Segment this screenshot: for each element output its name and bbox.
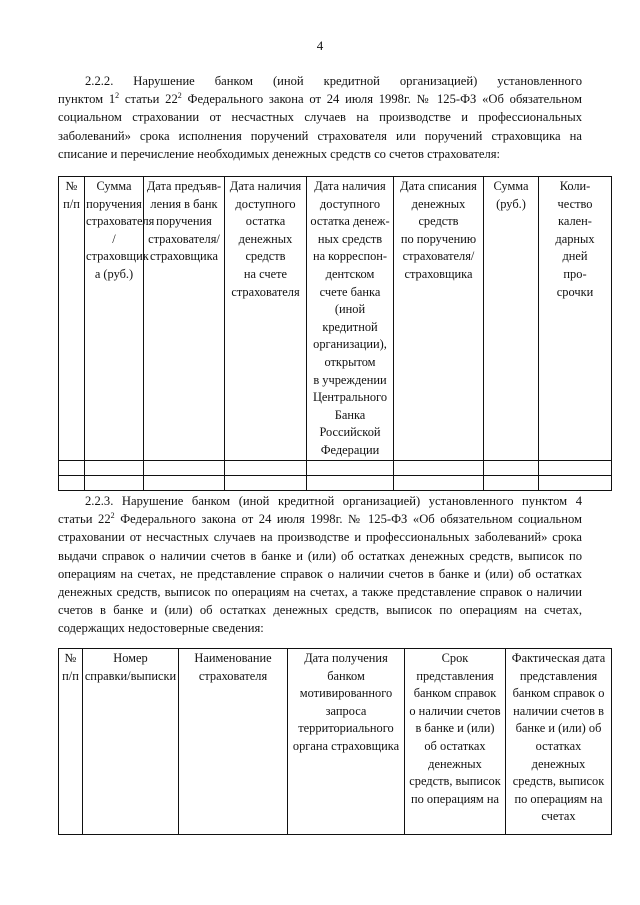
paragraph-line: заболеваний» срока исполнения поручений страхователя или поручений страховщика на [58, 128, 582, 143]
table1-header-cell: Дата предъяв- ления в банк поручения страхователя/ страховщика [144, 177, 225, 461]
table2-header-cell: Срок представления банком справок о наличии счетов в банке и (или) об остатках денежных средств, выписок по операциям на [405, 649, 506, 835]
page-number: 4 [316, 38, 324, 53]
table2-header-cell: Дата получения банком мотивированного запроса территориального органа страховщика [288, 649, 405, 835]
table1-header-cell: Дата наличия доступного остатка денеж- ных средств на корреспон- дентском счете банка (иной кредитной организации), открытом в учреждении Центрального Банка Российской Федерации [307, 177, 394, 461]
bank-statement-table [58, 648, 612, 835]
table1-empty-row [59, 475, 612, 490]
paragraph-line: 2.2.3. Нарушение банком (иной кредитной организацией) установленного пунктом 4 [85, 494, 582, 508]
table1-empty-row [59, 460, 612, 475]
paragraph-line: социальном страховании от несчастных случаев на производстве и профессиональных [58, 110, 582, 125]
table2-header-cell: Наименование страхователя [179, 649, 288, 835]
paragraph-line: выдачи справок о наличии счетов в банке и (или) об остатках денежных средств, выписок по [58, 548, 582, 563]
table1-header-cell: Коли- чество кален- дарных дней про- срочки [539, 177, 612, 461]
paragraph-line: пунктом $1^2$ статьи $22^2$ Федерального закона от 24 июля 1998г. № 125-ФЗ «Об обязательном [58, 91, 582, 107]
section-2-2-2-paragraph [58, 72, 582, 163]
paragraph-line: списание и перечисление необходимых денежных средств со счетов страхователя: [58, 146, 501, 161]
paragraph-line: счетов в банке и (или) об остатках денежных средств, выписок по операциям на счетах, [58, 603, 582, 618]
bank-delay-table [58, 176, 612, 491]
table1-header-cell: № п/п [59, 177, 85, 461]
paragraph-line: операциям на счетах, не представление справок о наличии счетов в банке и (или) об остатках [58, 566, 582, 581]
table1-header-cell: Дата списания денежных средств по поручению страхователя/ страховщика [394, 177, 484, 461]
table2-header-cell: № п/п [59, 649, 83, 835]
table2-header-cell: Фактическая дата представления банком справок о наличии счетов в банке и (или) об остатках денежных средств, выписок по операциям на счетах [506, 649, 612, 835]
paragraph-line: содержащих недостоверные сведения: [58, 621, 264, 636]
section-2-2-3-paragraph [58, 492, 582, 638]
table1-header-cell: Сумма поручения страхователя /страховщик а (руб.) [85, 177, 144, 461]
table1-header-cell: Сумма (руб.) [484, 177, 539, 461]
paragraph-line: денежных средств, выписок по операциям на счетах, а также представление справок о наличии [58, 585, 582, 600]
paragraph-line: страховании от несчастных случаев на производстве и профессиональных заболеваний» срока [58, 530, 582, 545]
table1-header-cell: Дата наличия доступного остатка денежных средств на счете страхователя [225, 177, 307, 461]
paragraph-line: 2.2.2. Нарушение банком (иной кредитной организацией) установленного [85, 74, 582, 88]
paragraph-line: статьи $22^2$ Федерального закона от 24 июля 1998г. № 125-ФЗ «Об обязательном социальном [58, 511, 582, 527]
table2-header-cell: Номер справки/выписки [83, 649, 179, 835]
